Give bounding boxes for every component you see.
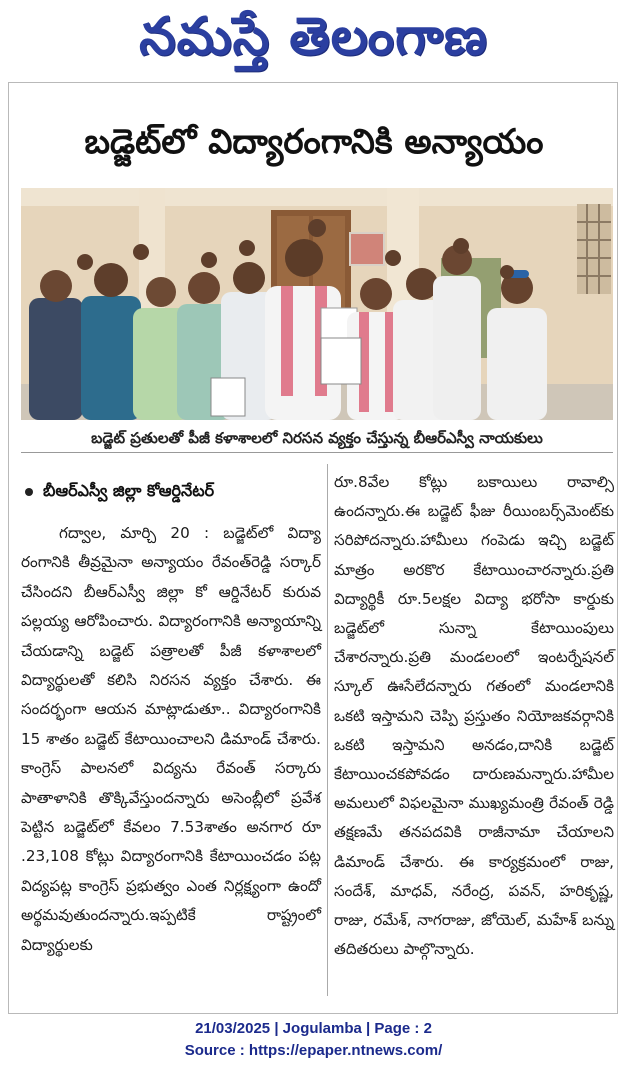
protest-photo-illustration — [21, 188, 613, 420]
article-headline: బడ్జెట్‌లో విద్యారంగానికి అన్యాయం — [84, 122, 544, 162]
footer-edition-info: 21/03/2025 | Jogulamba | Page : 2 — [195, 1020, 432, 1037]
column-divider — [327, 464, 328, 996]
article-subheading — [25, 478, 214, 504]
article-body-right-column: రూ.8వేల కోట్లు బకాయిలు రావాల్సి ఉందన్నారు.ఈ బడ్జెట్ ఫీజు రీయింబర్స్‌మెంట్‌కు సరిపోదన్నారు.హామీలు గంపెడు ఇచ్చి బడ్జెట్ మాత్రం అరకొర కేటాయించారన్నారు.ప్రతి విద్యార్థికీ రూ.5లక్షల విద్యా భరోసా కార్డుకు బడ్జెట్‌లో సున్నా కేటాయింపులు చేశారన్నారు.ప్రతి మండలంలో ఇంటర్నేషనల్ స్కూల్ ఊసేలేదన్నారు గతంలో మండలానికి ఒకటి ఇస్తామని చెప్పి ప్రస్తుతం నియోజకవర్గానికి ఒకటి ఇస్తామని అనడం,దానికి బడ్జెట్ కేటాయించకపోవడం దారుణమన్నారు.హామీల అమలులో విఫలమైనా ముఖ్యమంత్రి రేవంత్ రెడ్డి తక్షణమే తనపదవికి రాజీనామా చేయాలని డిమాండ్ చేశారు. ఈ కార్యక్రమంలో రాజు, సందేశ్, మాధవ్, నరేంద్ర, పవన్, హరికృష్ణ, రాజు, రమేశ్, నాగరాజు, జోయెల్, మహేశ్ బన్ను తదితరులు పాల్గొన్నారు. — [334, 473, 614, 959]
subheading-text: బీఆర్‌ఎస్వీ జిల్లా కోఆర్డినేటర్ — [43, 481, 215, 500]
bullet-icon — [25, 488, 33, 496]
footer-source-link[interactable]: Source : https://epaper.ntnews.com/ — [184, 1042, 443, 1059]
article-body-left-column: గద్వాల, మార్చి 20 : బడ్జెట్‌లో విద్యా రంగానికి తీవ్రమైనా అన్యాయం రేవంత్‌రెడ్డి సర్కార్ చేసిందని బీఆర్‌ఎస్వీ జిల్లా కో ఆర్డినేటర్ కురువ పల్లయ్య ఆరోపించారు. విద్యారంగానికి అన్యాయాన్ని చేయడాన్ని బడ్జెట్ పత్రాలతో పీజీ కళాశాలలో విద్యార్థులతో కలిసి నిరసన వ్యక్తం చేశారు. ఈ సందర్భంగా ఆయన మాట్లాడుతూ.. విద్యారంగానికి 15 శాతం బడ్జెట్ కేటాయించాలని డిమాండ్ చేశారు. కాంగ్రెస్ పాలనలో విద్యను రేవంత్ సర్కారు పాతాళానికి తొక్కివేస్తుందన్నారు అసెంబ్లీలో ప్రవేశ పెట్టిన బడ్జెట్‌లో కేవలం 7.53శాతం అనగార రూ .23,108 కోట్లు విద్యారంగానికి కేటాయించడం పట్ల విద్యపట్ల కాంగ్రెస్ ప్రభుత్వం ఎంత నిర్లక్ష్యంగా ఉందో అర్థమవుతుందన్నారు.ఇప్పటికే రాష్ట్రంలో విద్యార్థులకు — [21, 524, 321, 954]
masthead-logo: నమస్తే తెలంగాణ — [139, 6, 488, 67]
news-photo — [21, 188, 613, 420]
photo-caption: బడ్జెట్ ప్రతులతో పీజీ కళాశాలలో నిరసన వ్యక్తం చేస్తున్న బీఆర్‌ఎస్వీ నాయకులు — [21, 424, 613, 453]
